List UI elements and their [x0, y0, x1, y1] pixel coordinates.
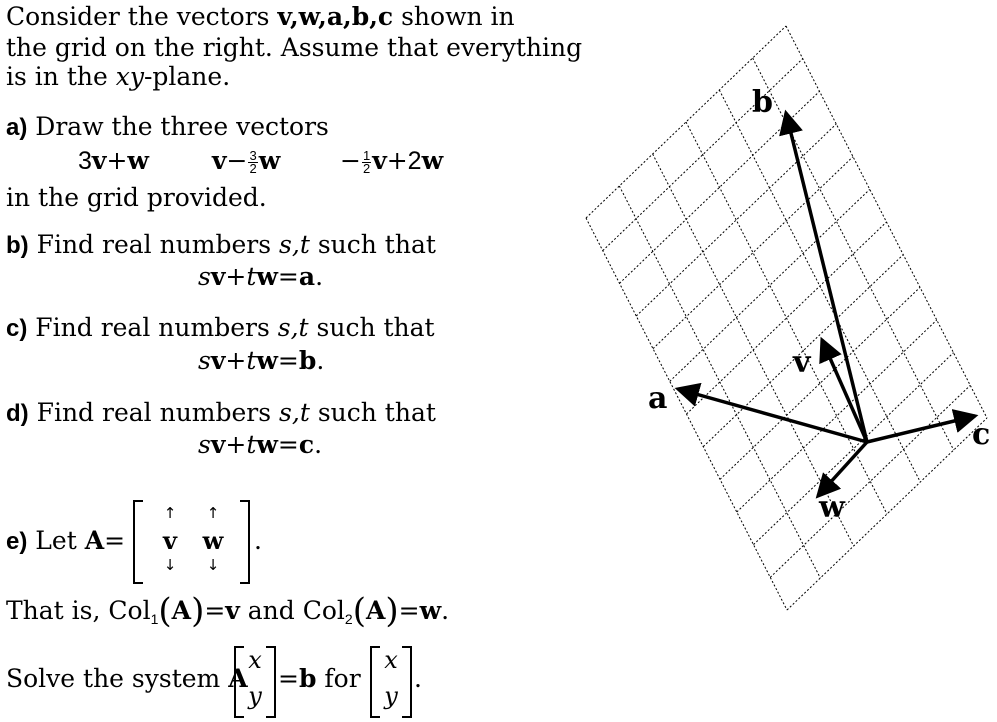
vector-w-arrow — [818, 442, 867, 496]
part-a-expr-2: v− $\frac{3}{2}$ w — [212, 146, 281, 176]
matrix-period: . — [254, 526, 262, 555]
vector-list: v,w,a,b,c — [277, 2, 394, 31]
vector-v-label: v — [793, 345, 811, 380]
vector-b-arrow — [786, 113, 867, 442]
vector-c-arrow — [867, 416, 975, 442]
part-b-label: b) — [6, 232, 29, 259]
part-e-col-line: That is, Col$_1$(A)=v and Col$_2$(A)=w. — [6, 591, 450, 631]
part-c-label: c) — [6, 315, 28, 342]
vector-a-label: a — [648, 381, 668, 416]
grid-line — [670, 189, 870, 381]
part-e-eq-b-for: =b for — [278, 664, 361, 693]
part-d-label: d) — [6, 400, 29, 427]
grid-line — [653, 157, 853, 349]
part-d-heading: d) Find real numbers s,t such that — [6, 398, 436, 427]
matrix-col-v: v — [163, 526, 177, 555]
part-a-after: in the grid provided. — [6, 183, 267, 212]
vec2-period: . — [414, 664, 422, 693]
matrix-col-w: w — [202, 526, 224, 555]
intro-line-2: the grid on the right. Assume that everything — [6, 33, 583, 62]
vec2-x: x — [384, 646, 398, 674]
part-a-expr-3: − $\frac{1}{2}$ v+2w — [340, 146, 444, 176]
part-a-heading: a) Draw the three vectors — [6, 112, 329, 141]
part-a-label: a) — [6, 114, 28, 141]
vec1-y: y — [248, 682, 262, 710]
part-a-expr-1: 3v+w — [78, 146, 149, 175]
vec1-x: x — [248, 646, 262, 674]
vector-c-label: c — [972, 417, 991, 452]
vector-b-label: b — [752, 85, 773, 120]
grid-line — [737, 320, 937, 512]
part-b-equation: sv+tw=a. — [198, 262, 324, 291]
down-arrow: ↓ — [206, 556, 220, 574]
grid-line — [770, 385, 970, 577]
part-b-heading: b) Find real numbers s,t such that — [6, 230, 436, 259]
intro-line-3: is in the xy-plane. — [6, 62, 231, 91]
part-c-equation: sv+tw=b. — [198, 346, 325, 375]
part-e-label: e) — [6, 528, 28, 555]
intro-line-1: Consider the vectors v,w,a,b,c shown in — [6, 2, 515, 31]
up-arrow: ↑ — [206, 504, 220, 522]
part-d-equation: sv+tw=c. — [198, 430, 323, 459]
part-c-heading: c) Find real numbers s,t such that — [6, 313, 435, 342]
vec2-y: y — [384, 682, 398, 710]
down-arrow: ↓ — [163, 556, 177, 574]
vector-a-arrow — [678, 389, 867, 442]
up-arrow: ↑ — [163, 504, 177, 522]
part-e-solve-text: Solve the system A — [6, 664, 248, 693]
part-e-let: e) Let A= — [6, 526, 126, 555]
vector-w-label: w — [819, 490, 845, 525]
grid-line — [636, 124, 836, 316]
